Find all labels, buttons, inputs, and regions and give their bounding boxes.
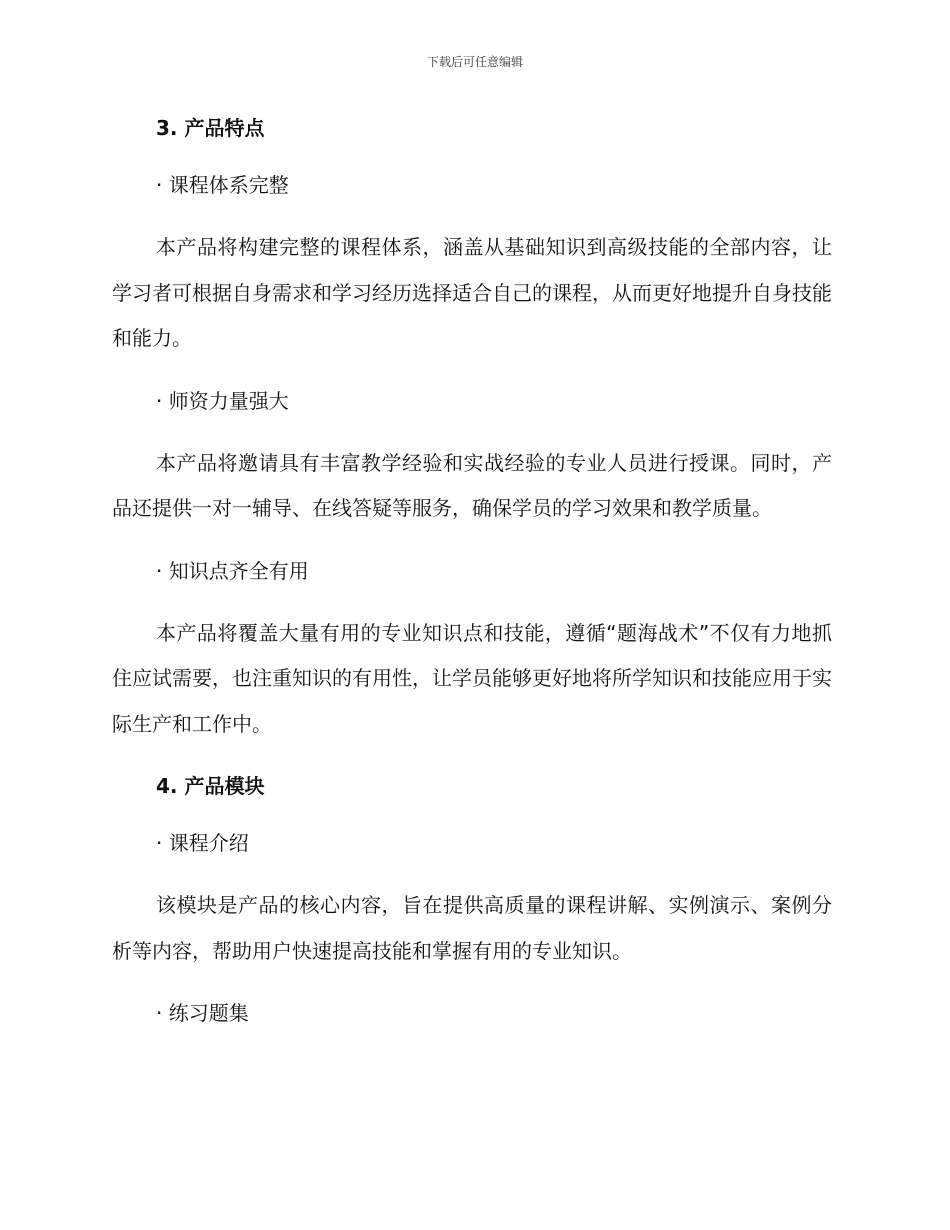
feature-bullet: · 师资力量强大 xyxy=(156,388,289,413)
module-bullet: · 课程介绍 xyxy=(156,831,249,855)
module-bullet: · 练习题集 xyxy=(156,1001,249,1025)
header-note: 下载后可任意编辑 xyxy=(426,55,523,69)
feature-paragraph: 本产品将覆盖大量有用的专业知识点和技能，遵循“题海战术”不仅有力地抓住应试需要，也注重知识的有用性，让学员能够更好地将所学知识和技能应用于实际生产和工作中。 xyxy=(112,620,832,736)
module-paragraph: 该模块是产品的核心内容，旨在提供高质量的课程讲解、实例演示、案例分析等内容，帮助用户快速提高技能和掌握有用的专业知识。 xyxy=(112,893,832,963)
feature-bullet: · 课程体系完整 xyxy=(156,173,289,197)
feature-paragraph: 本产品将邀请具有丰富教学经验和实战经验的专业人员进行授课。同时，产品还提供一对一辅导、在线答疑等服务，确保学员的学习效果和教学质量。 xyxy=(112,450,832,520)
section-heading: 3. 产品特点 xyxy=(156,116,265,140)
section-heading: 4. 产品模块 xyxy=(156,774,265,798)
feature-paragraph: 本产品将构建完整的课程体系，涵盖从基础知识到高级技能的全部内容，让学习者可根据自身需求和学习经历选择适合自己的课程，从而更好地提升自身技能和能力。 xyxy=(112,235,832,350)
document-content xyxy=(112,111,832,1030)
feature-bullet: · 知识点齐全有用 xyxy=(156,558,309,583)
